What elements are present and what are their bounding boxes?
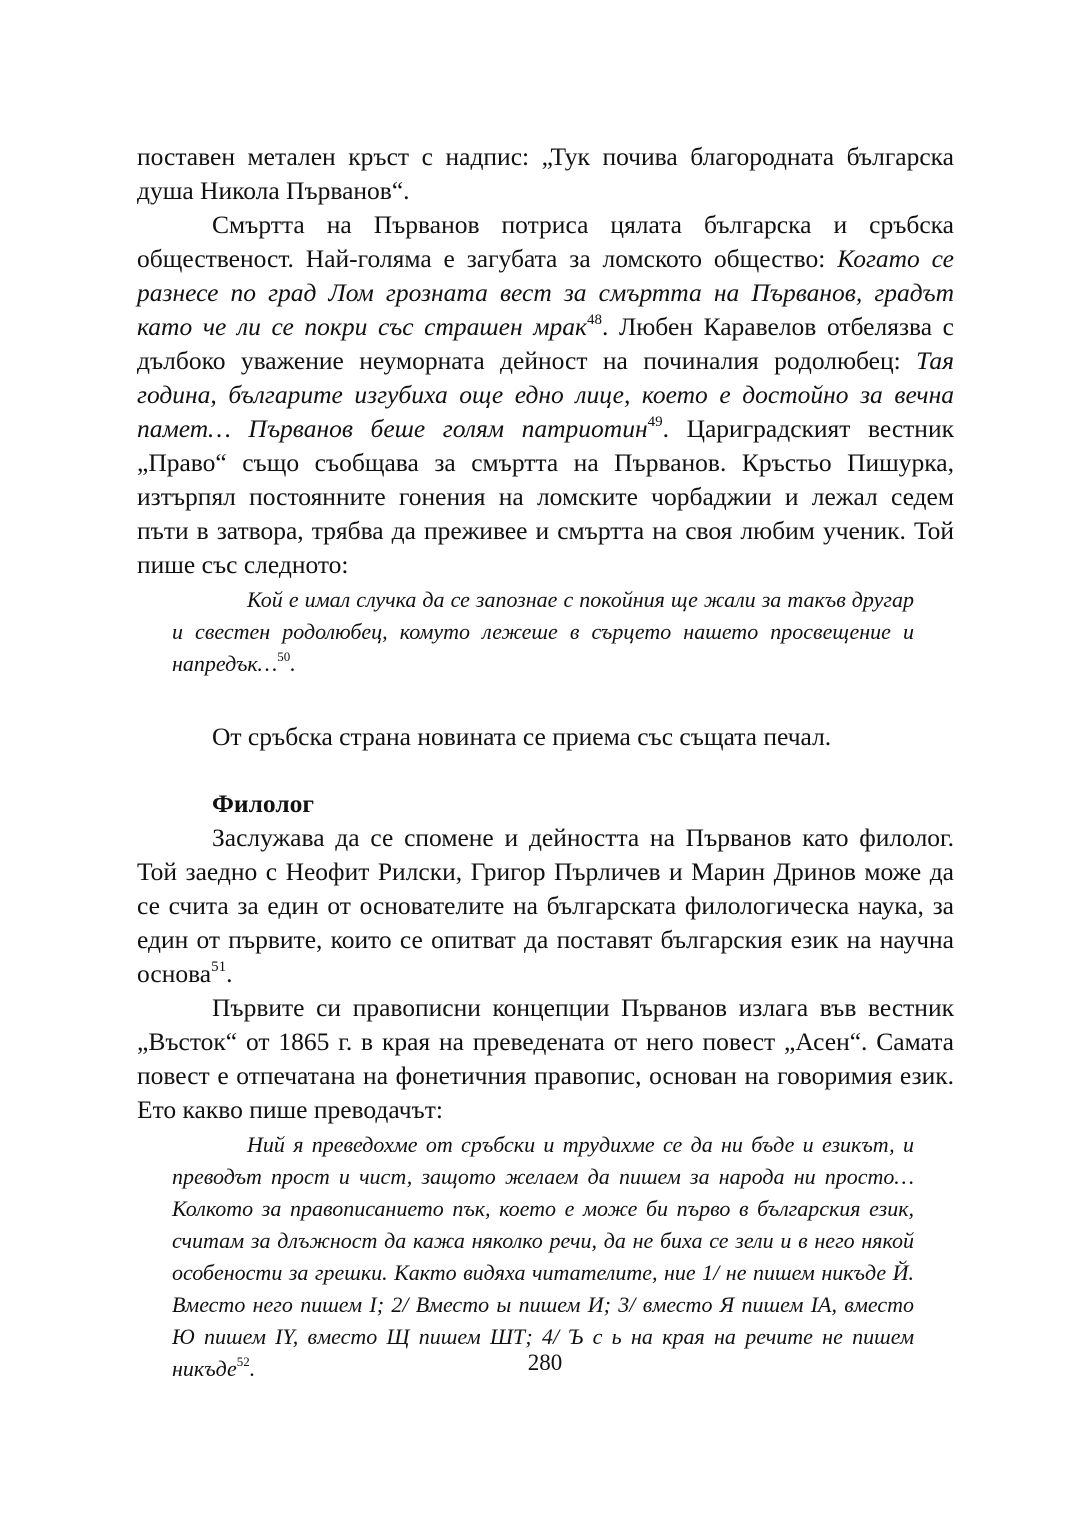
block-quote-2-end: . [249, 1356, 256, 1381]
paragraph-4 [137, 821, 954, 991]
page-body [137, 140, 954, 1385]
paragraph-2-text-1: Смъртта на Първанов потриса цялата българска и сръбска общественост. Най-голяма е загубата за ломското общество: [137, 210, 954, 273]
block-quote-1 [172, 584, 914, 680]
block-quote-2-text: Ний я преведохме от сръбски и трудихме се да ни бъде и езикът, и преводът прост и чист, защото желаем да пишем за народа ни просто… Колкото за правописанието пък, което е може би първо в българския език, считам за длъжност да кажа няколко речи, да не биха се зели и в него някой особености за грешки. Както видяха читателите, ние 1/ не пишем никъде Й. Вместо него пишем I; 2/ Вместо ы пишем И; 3/ вместо Я пишем IA, вместо Ю пишем IY, вместо Щ пишем ШТ; 4/ Ъ с ь на края на речите не пишем никъде [172, 1132, 914, 1381]
paragraph-4-text: Заслужава да се спомене и дейността на Първанов като филолог. Той заедно с Неофит Рилски, Григор Пърличев и Марин Дринов може да се счита за един от основателите на българската филологическа наука, за един от първите, които се опитват да поставят българския език на научна основа [137, 823, 954, 988]
block-quote-2 [172, 1129, 914, 1385]
page-number: 280 [527, 1350, 563, 1375]
paragraph-2 [137, 208, 954, 582]
footnote-ref-49: 49 [647, 413, 663, 430]
paragraph-1 [137, 140, 954, 208]
quote-inline-2: Тая година, българите изгубиха още едно лице, което е достойно за вечна памет… Първанов беше голям патриотин [137, 346, 954, 443]
section-heading: Филолог [212, 789, 314, 818]
footnote-ref-48: 48 [586, 311, 602, 328]
paragraph-5 [137, 991, 954, 1127]
block-quote-1-text: Кой е имал случка да се запознае с покойния ще жали за такъв другар и свестен родолюбец, комуто лежеше в сърцето нашето просвещение и напредък… [172, 587, 914, 676]
footnote-ref-50: 50 [277, 648, 291, 664]
footnote-ref-52: 52 [236, 1353, 250, 1369]
paragraph-3 [137, 720, 954, 754]
paragraph-4-end: . [226, 959, 233, 988]
footnote-ref-51: 51 [211, 958, 227, 975]
paragraph-5-text: Първите си правописни концепции Първанов излага във вестник „Въсток“ от 1865 г. в края на преведената от него повест „Асен“. Самата повест е отпечатана на фонетичния правопис, основан на говоримия език. Ето какво пише преводачът: [137, 993, 954, 1124]
paragraph-1-text: поставен метален кръст с надпис: „Тук почива благородната българска душа Никола Първанов“. [137, 142, 954, 205]
paragraph-3-text: От сръбска страна новината се приема със същата печал. [212, 722, 832, 751]
paragraph-2-text-3: . Цариградският вестник „Право“ също съобщава за смъртта на Първанов. Кръстьо Пишурка, изтърпял постоянните гонения на ломските чорбаджии и лежал седем пъти в затвора, трябва да преживее и смъртта на своя любим ученик. Той пише със следното: [137, 414, 954, 579]
block-quote-1-end: . [290, 651, 296, 676]
quote-inline-1: Когато се разнесе по град Лом грозната вест за смъртта на Първанов, градът като че ли се покри със страшен мрак [137, 244, 954, 341]
paragraph-2-text-2: . Любен Каравелов отбелязва с дълбоко уважение неуморната дейност на починалия родолюбец: [137, 312, 954, 375]
